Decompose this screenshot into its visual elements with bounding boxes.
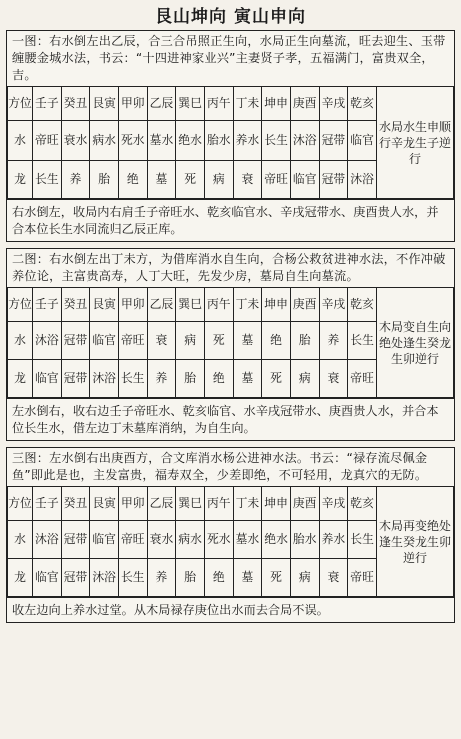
table-cell: 绝水: [176, 121, 205, 161]
table-cell: 死: [204, 322, 233, 360]
header-cell: 甲卯: [118, 487, 147, 521]
header-cell: 辛戌: [319, 487, 348, 521]
table-cell: 沐浴: [348, 161, 377, 199]
row-label: 水: [8, 121, 33, 161]
row-label: 水: [8, 521, 33, 559]
section-2-table: [7, 287, 454, 398]
table-cell: 胎水: [290, 521, 319, 559]
section-1: [6, 30, 455, 242]
header-cell: 坤申: [262, 87, 291, 121]
table-cell: 沐浴: [33, 322, 62, 360]
table-cell: 衰水: [147, 521, 176, 559]
table-cell: 墓水: [147, 121, 176, 161]
section-1-note: 水局水生申顺行辛龙生子逆行: [377, 87, 454, 199]
table-cell: 病水: [176, 521, 205, 559]
table-cell: 临官: [33, 559, 62, 597]
header-cell: 方位: [8, 87, 33, 121]
table-cell: 绝: [118, 161, 147, 199]
header-cell: 丁未: [233, 487, 262, 521]
table-cell: 胎: [176, 559, 205, 597]
table-cell: 病水: [90, 121, 119, 161]
table-cell: 墓: [233, 322, 262, 360]
section-2-summary: 左水倒右，收右边壬子帝旺水、乾亥临官、水辛戌冠带水、庚酉贵人水，并合本位长生水，借左边丁未墓库消纳，为自生向。: [7, 398, 454, 440]
table-cell: 墓: [233, 360, 262, 398]
table-cell: 临官: [348, 121, 377, 161]
header-cell: 坤申: [262, 487, 291, 521]
table-cell: 胎水: [204, 121, 233, 161]
table-cell: 病: [290, 559, 319, 597]
section-2-note: 木局变自生向绝处逢生癸龙生卯逆行: [377, 288, 454, 398]
table-cell: 长生: [262, 121, 291, 161]
table-cell: 临官: [33, 360, 62, 398]
header-cell: 乾亥: [348, 288, 377, 322]
header-cell: 癸丑: [61, 288, 90, 322]
table-cell: 死: [262, 360, 291, 398]
header-cell: 丙午: [204, 87, 233, 121]
table-cell: 死水: [118, 121, 147, 161]
page-title: 艮山坤向 寅山申向: [155, 7, 306, 27]
table-cell: 帝旺: [262, 161, 291, 199]
table-cell: 冠带: [319, 121, 348, 161]
section-2: [6, 248, 455, 441]
table-cell: 墓: [233, 559, 262, 597]
page: [6, 4, 455, 735]
header-cell: 壬子: [33, 487, 62, 521]
table-cell: 临官: [90, 322, 119, 360]
table-cell: 病: [204, 161, 233, 199]
header-cell: 辛戌: [319, 288, 348, 322]
header-cell: 辛戌: [319, 87, 348, 121]
table-cell: 养: [147, 360, 176, 398]
table-cell: 墓水: [233, 521, 262, 559]
table-cell: 衰水: [61, 121, 90, 161]
table-cell: 衰: [147, 322, 176, 360]
row-label: 龙: [8, 559, 33, 597]
header-cell: 艮寅: [90, 87, 119, 121]
table-cell: 胎: [290, 322, 319, 360]
table-cell: 冠带: [61, 559, 90, 597]
table-cell: 绝: [204, 559, 233, 597]
table-cell: 养水: [319, 521, 348, 559]
header-cell: 巽巳: [176, 288, 205, 322]
header-cell: 方位: [8, 487, 33, 521]
table-cell: 病: [290, 360, 319, 398]
table-cell: 临官: [90, 521, 119, 559]
header-cell: 巽巳: [176, 87, 205, 121]
table-cell: 绝: [262, 322, 291, 360]
table-cell: 冠带: [61, 521, 90, 559]
table-cell: 沐浴: [33, 521, 62, 559]
table-cell: 帝旺: [348, 559, 377, 597]
header-cell: 癸丑: [61, 487, 90, 521]
header-cell: 丁未: [233, 288, 262, 322]
table-cell: 帝旺: [33, 121, 62, 161]
header-cell: 乙辰: [147, 87, 176, 121]
header-cell: 丙午: [204, 487, 233, 521]
table-cell: 沐浴: [290, 121, 319, 161]
table-cell: 长生: [348, 521, 377, 559]
table-cell: 墓: [147, 161, 176, 199]
table-cell: 养水: [233, 121, 262, 161]
section-1-summary: 右水倒左，收局内右肩壬子帝旺水、乾亥临官水、辛戌冠带水、庚酉贵人水，并合本位长生水同流归乙辰正库。: [7, 199, 454, 241]
table-cell: 死: [262, 559, 291, 597]
header-cell: 乾亥: [348, 487, 377, 521]
section-3-summary: 收左边向上养水过堂。从木局禄存庚位出水而去合局不误。: [7, 597, 454, 622]
section-1-table: [7, 86, 454, 199]
row-label: 水: [8, 322, 33, 360]
table-cell: 帝旺: [118, 521, 147, 559]
header-cell: 艮寅: [90, 288, 119, 322]
header-cell: 艮寅: [90, 487, 119, 521]
table-cell: 长生: [118, 360, 147, 398]
header-cell: 乙辰: [147, 288, 176, 322]
table-cell: 衰: [233, 161, 262, 199]
table-cell: 胎: [90, 161, 119, 199]
header-cell: 方位: [8, 288, 33, 322]
table-cell: 死水: [204, 521, 233, 559]
header-cell: 庚酉: [290, 87, 319, 121]
table-cell: 养: [147, 559, 176, 597]
table-cell: 衰: [319, 559, 348, 597]
section-3-table: [7, 486, 454, 597]
table-cell: 长生: [33, 161, 62, 199]
table-cell: 冠带: [61, 360, 90, 398]
header-cell: 乾亥: [348, 87, 377, 121]
table-cell: 沐浴: [90, 360, 119, 398]
table-cell: 长生: [348, 322, 377, 360]
header-cell: 壬子: [33, 288, 62, 322]
table-cell: 帝旺: [348, 360, 377, 398]
row-label: 龙: [8, 360, 33, 398]
section-3-intro: 三图：左水倒右出庚酉方，合文库消水杨公进神水法。书云：“禄存流尽佩金鱼”即此是也，主发富贵，福寿双全，少差即绝，不可轻用，龙真穴的无防。: [12, 451, 428, 482]
table-cell: 冠带: [319, 161, 348, 199]
table-cell: 绝水: [262, 521, 291, 559]
header-cell: 甲卯: [118, 87, 147, 121]
section-3: [6, 447, 455, 623]
section-3-note: 木局再变绝处逢生癸龙生卯逆行: [377, 487, 454, 597]
header-cell: 壬子: [33, 87, 62, 121]
table-cell: 养: [61, 161, 90, 199]
table-cell: 临官: [290, 161, 319, 199]
table-cell: 胎: [176, 360, 205, 398]
header-cell: 丁未: [233, 87, 262, 121]
header-cell: 坤申: [262, 288, 291, 322]
table-cell: 长生: [118, 559, 147, 597]
table-cell: 衰: [319, 360, 348, 398]
header-cell: 乙辰: [147, 487, 176, 521]
row-label: 龙: [8, 161, 33, 199]
header-cell: 丙午: [204, 288, 233, 322]
header-cell: 巽巳: [176, 487, 205, 521]
section-2-intro: 二图：右水倒左出丁未方，为借库消水自生向，合杨公救贫进神水法，不作冲破养位论，主富贵高寿，人丁大旺，先发少房，墓局自生向墓流。: [12, 252, 446, 283]
table-cell: 病: [176, 322, 205, 360]
table-cell: 绝: [204, 360, 233, 398]
header-cell: 庚酉: [290, 288, 319, 322]
table-cell: 帝旺: [118, 322, 147, 360]
section-1-intro: 一图：右水倒左出乙辰，合三合吊照正生向，水局正生向墓流，旺去迎生、玉带缠腰金城水法，书云：“十四进神家业兴”主妻贤子孝，五福满门，富贵双全，吉。: [12, 34, 446, 82]
table-cell: 冠带: [61, 322, 90, 360]
table-cell: 沐浴: [90, 559, 119, 597]
table-cell: 死: [176, 161, 205, 199]
header-cell: 甲卯: [118, 288, 147, 322]
header-cell: 庚酉: [290, 487, 319, 521]
table-cell: 养: [319, 322, 348, 360]
header-cell: 癸丑: [61, 87, 90, 121]
